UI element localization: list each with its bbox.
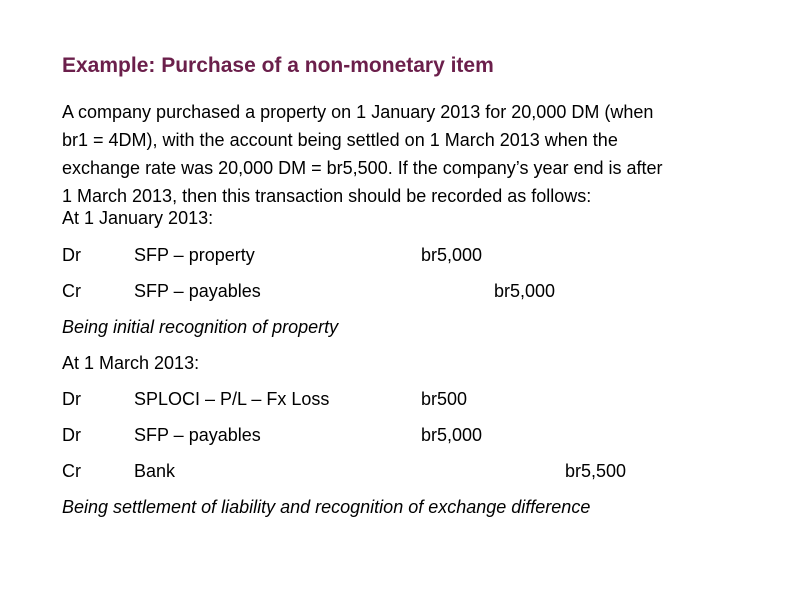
- entry-debit: br5,000: [421, 425, 483, 445]
- journal-entry-row: [0, 425, 800, 449]
- journal-entry-row: [0, 389, 800, 413]
- section1-note: Being initial recognition of property: [62, 317, 339, 337]
- intro-line: exchange rate was 20,000 DM = br5,500. If the company’s year end is after: [62, 158, 663, 178]
- entry-type: Cr: [62, 461, 81, 481]
- section2-note: Being settlement of liability and recognition of exchange difference: [62, 497, 591, 517]
- entry-type: Dr: [62, 425, 81, 445]
- entry-type: Dr: [62, 245, 81, 265]
- entry-account: SFP – property: [134, 245, 255, 265]
- entry-account: SPLOCI – P/L – Fx Loss: [134, 389, 330, 409]
- entry-credit: br5,500: [565, 461, 627, 481]
- journal-entry-row: [0, 245, 800, 269]
- section2-heading: At 1 March 2013:: [62, 353, 200, 373]
- entry-account: SFP – payables: [134, 425, 261, 445]
- entry-debit: br500: [421, 389, 468, 409]
- entry-credit: br5,000: [494, 281, 556, 301]
- intro-paragraph: [62, 98, 752, 210]
- intro-line: A company purchased a property on 1 January 2013 for 20,000 DM (when: [62, 102, 654, 122]
- entry-account: SFP – payables: [134, 281, 261, 301]
- journal-entry-row: [0, 281, 800, 305]
- section1-heading: At 1 January 2013:: [62, 208, 214, 228]
- journal-entry-row: [0, 461, 800, 485]
- intro-line: br1 = 4DM), with the account being settled on 1 March 2013 when the: [62, 130, 618, 150]
- entry-type: Dr: [62, 389, 81, 409]
- entry-type: Cr: [62, 281, 81, 301]
- slide-title: Example: Purchase of a non-monetary item: [62, 54, 494, 77]
- entry-debit: br5,000: [421, 245, 483, 265]
- entry-account: Bank: [134, 461, 176, 481]
- intro-line: 1 March 2013, then this transaction should be recorded as follows:: [62, 186, 592, 206]
